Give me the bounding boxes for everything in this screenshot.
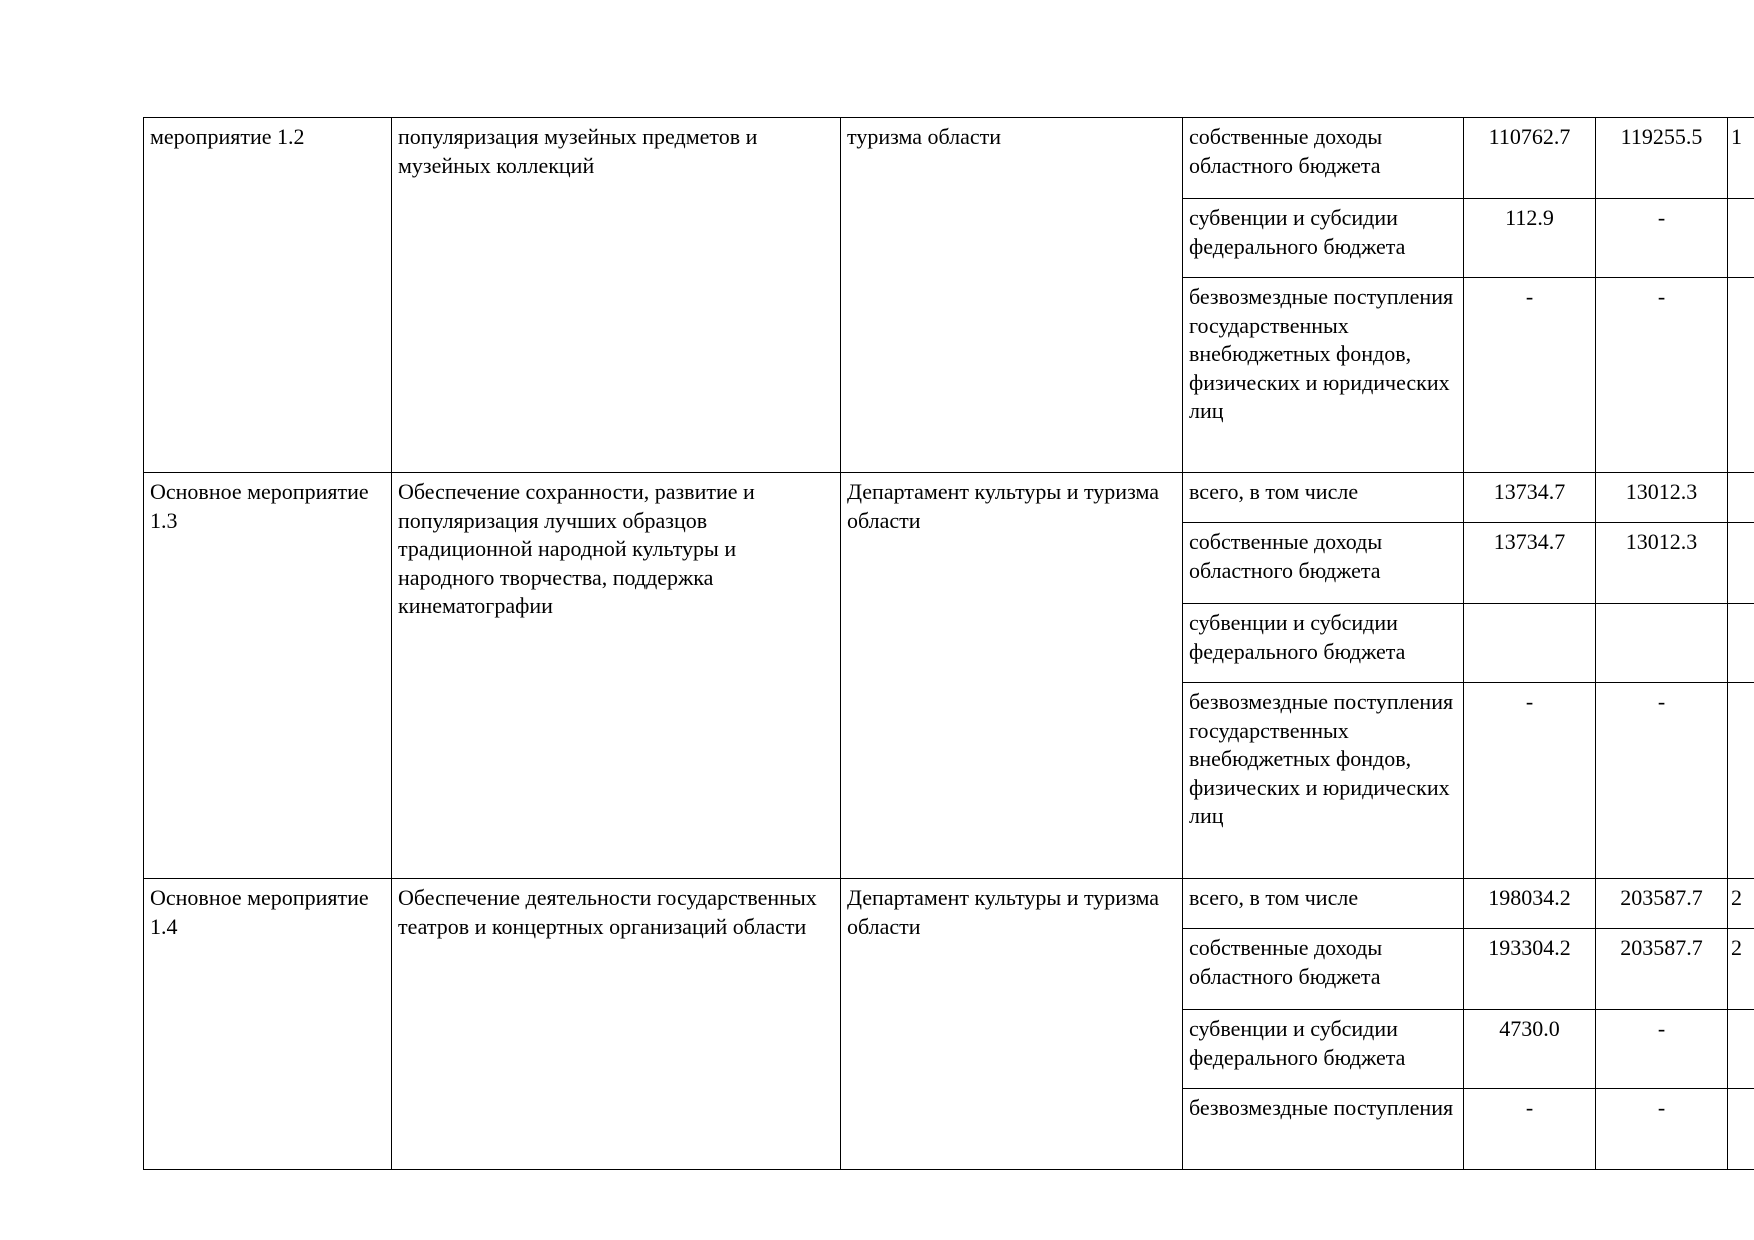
funding-source-cell: безвозмездные поступления государственных внебюджетных фондов, физических и юридических лиц <box>1183 278 1464 473</box>
table-row <box>144 118 1754 199</box>
value-cell-truncated <box>1728 199 1754 278</box>
executor-cell: туризма области <box>841 118 1183 473</box>
value-cell: - <box>1464 278 1596 473</box>
value-cell: - <box>1464 1089 1596 1170</box>
funding-source-cell: безвозмездные поступления <box>1183 1089 1464 1170</box>
value-cell-truncated <box>1728 1010 1754 1089</box>
value-cell: 198034.2 <box>1464 879 1596 929</box>
value-cell: 13734.7 <box>1464 523 1596 604</box>
funding-source-cell: собственные доходы областного бюджета <box>1183 929 1464 1010</box>
funding-source-cell: собственные доходы областного бюджета <box>1183 118 1464 199</box>
funding-source-cell: всего, в том числе <box>1183 879 1464 929</box>
table-row <box>144 879 1754 929</box>
value-cell: - <box>1464 683 1596 879</box>
funding-source-cell: субвенции и субсидии федерального бюджета <box>1183 199 1464 278</box>
value-cell-truncated: 2 <box>1728 929 1754 1010</box>
value-cell: - <box>1596 199 1728 278</box>
budget-table <box>143 117 1754 1170</box>
executor-cell: Департамент культуры и туризма области <box>841 473 1183 879</box>
event-cell: Основное мероприятие 1.3 <box>144 473 392 879</box>
event-cell: мероприятие 1.2 <box>144 118 392 473</box>
table-row <box>144 473 1754 523</box>
value-cell: 193304.2 <box>1464 929 1596 1010</box>
description-cell: Обеспечение деятельности государственных театров и концертных организаций области <box>392 879 841 1170</box>
value-cell: - <box>1596 683 1728 879</box>
event-cell: Основное мероприятие 1.4 <box>144 879 392 1170</box>
description-cell: популяризация музейных предметов и музейных коллекций <box>392 118 841 473</box>
value-cell: 112.9 <box>1464 199 1596 278</box>
value-cell-truncated <box>1728 278 1754 473</box>
value-cell-truncated <box>1728 1089 1754 1170</box>
value-cell: 203587.7 <box>1596 879 1728 929</box>
value-cell: - <box>1596 278 1728 473</box>
value-cell: 4730.0 <box>1464 1010 1596 1089</box>
value-cell: - <box>1596 1010 1728 1089</box>
value-cell-truncated <box>1728 683 1754 879</box>
value-cell <box>1596 604 1728 683</box>
value-cell: - <box>1596 1089 1728 1170</box>
value-cell: 119255.5 <box>1596 118 1728 199</box>
value-cell: 13012.3 <box>1596 523 1728 604</box>
executor-cell: Департамент культуры и туризма области <box>841 879 1183 1170</box>
value-cell: 110762.7 <box>1464 118 1596 199</box>
value-cell-truncated <box>1728 523 1754 604</box>
funding-source-cell: безвозмездные поступления государственных внебюджетных фондов, физических и юридических лиц <box>1183 683 1464 879</box>
description-cell: Обеспечение сохранности, развитие и популяризация лучших образцов традиционной народной культуры и народного творчества, поддержка кинематографии <box>392 473 841 879</box>
value-cell <box>1464 604 1596 683</box>
value-cell: 13012.3 <box>1596 473 1728 523</box>
value-cell-truncated <box>1728 604 1754 683</box>
funding-source-cell: субвенции и субсидии федерального бюджета <box>1183 604 1464 683</box>
funding-source-cell: собственные доходы областного бюджета <box>1183 523 1464 604</box>
value-cell-truncated: 1 <box>1728 118 1754 199</box>
funding-source-cell: субвенции и субсидии федерального бюджета <box>1183 1010 1464 1089</box>
value-cell: 203587.7 <box>1596 929 1728 1010</box>
funding-source-cell: всего, в том числе <box>1183 473 1464 523</box>
value-cell-truncated: 2 <box>1728 879 1754 929</box>
value-cell-truncated <box>1728 473 1754 523</box>
value-cell: 13734.7 <box>1464 473 1596 523</box>
